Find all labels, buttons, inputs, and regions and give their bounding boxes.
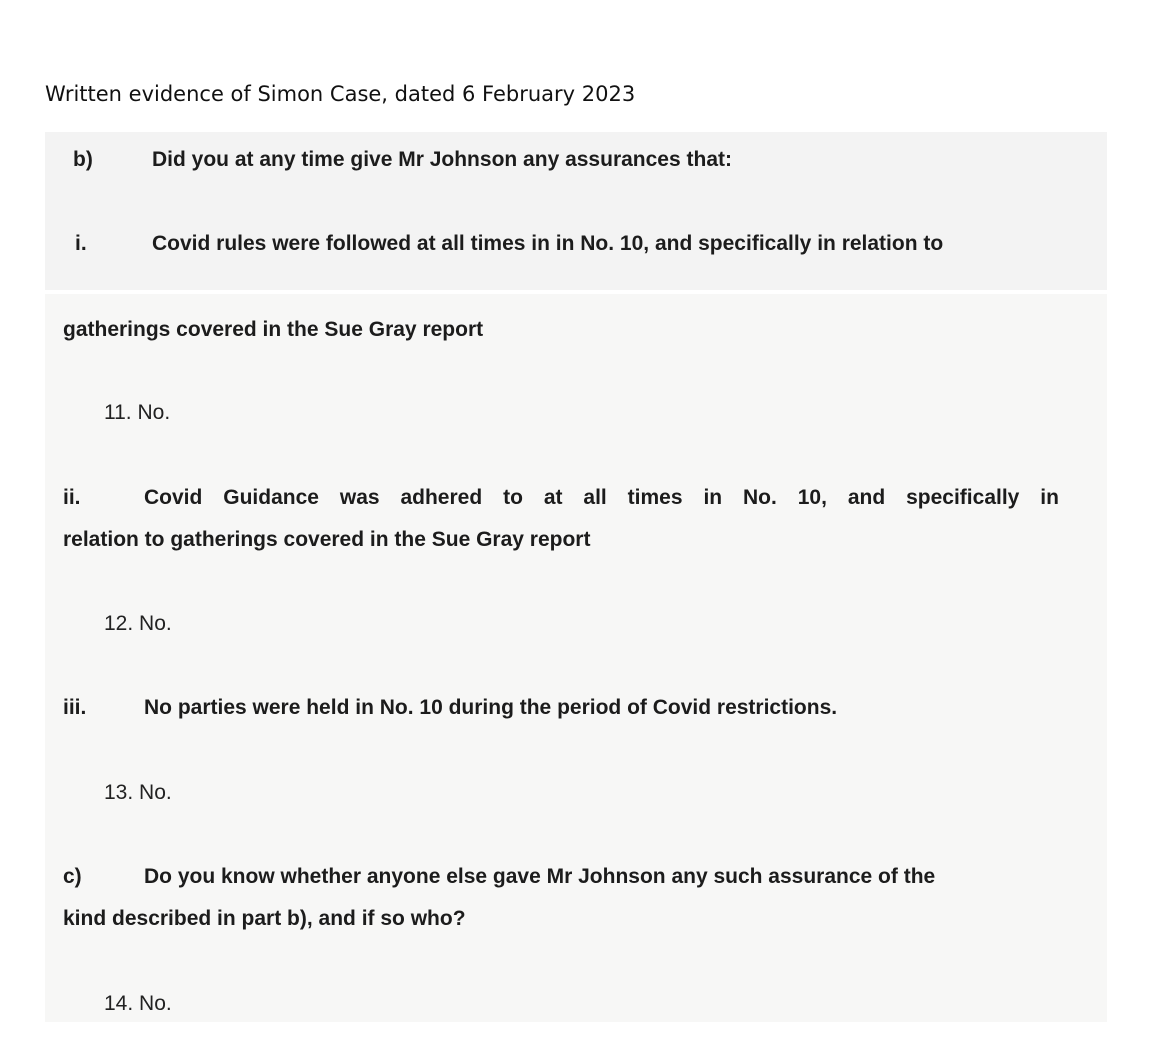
item-i-line2: gatherings covered in the Sue Gray report xyxy=(63,318,484,341)
item-ii-word: in xyxy=(703,486,723,509)
item-ii-word: Covid xyxy=(144,486,203,509)
item-ii-word: times xyxy=(627,486,683,509)
item-ii-word: specifically xyxy=(906,486,1020,509)
item-ii-word: all xyxy=(583,486,607,509)
item-ii-line1 xyxy=(144,486,1059,510)
item-i-line1: Covid rules were followed at all times in in No. 10, and specifically in relation to xyxy=(152,232,944,255)
item-i-label: i. xyxy=(75,232,87,255)
item-iii-label: iii. xyxy=(63,696,87,719)
question-c-line1: Do you know whether anyone else gave Mr Johnson any such assurance of the xyxy=(144,865,936,888)
item-ii-word: was xyxy=(339,486,380,509)
answer-11: 11. No. xyxy=(104,401,171,424)
item-ii-line2: relation to gatherings covered in the Sue Gray report xyxy=(63,528,591,551)
item-ii-word: adhered xyxy=(400,486,483,509)
scanned-page-bottom xyxy=(45,294,1107,1022)
item-ii-word: to xyxy=(503,486,523,509)
answer-13: 13. No. xyxy=(104,781,172,804)
document-header: Written evidence of Simon Case, dated 6 February 2023 xyxy=(45,82,636,106)
item-ii-word: at xyxy=(543,486,563,509)
item-ii-word: Guidance xyxy=(223,486,319,509)
item-iii-text: No parties were held in No. 10 during the period of Covid restrictions. xyxy=(144,696,838,719)
question-c-line2: kind described in part b), and if so who? xyxy=(63,907,466,930)
item-ii-word: No. xyxy=(743,486,777,509)
item-ii-word: 10, xyxy=(797,486,827,509)
question-b-text: Did you at any time give Mr Johnson any assurances that: xyxy=(152,148,732,171)
scanned-page-top xyxy=(45,132,1107,290)
answer-12: 12. No. xyxy=(104,612,172,635)
question-c-label: c) xyxy=(63,865,82,888)
answer-14: 14. No. xyxy=(104,992,172,1015)
item-ii-label: ii. xyxy=(63,486,81,509)
item-ii-word: and xyxy=(847,486,886,509)
question-b-label: b) xyxy=(73,148,93,171)
item-ii-word: in xyxy=(1040,486,1059,509)
